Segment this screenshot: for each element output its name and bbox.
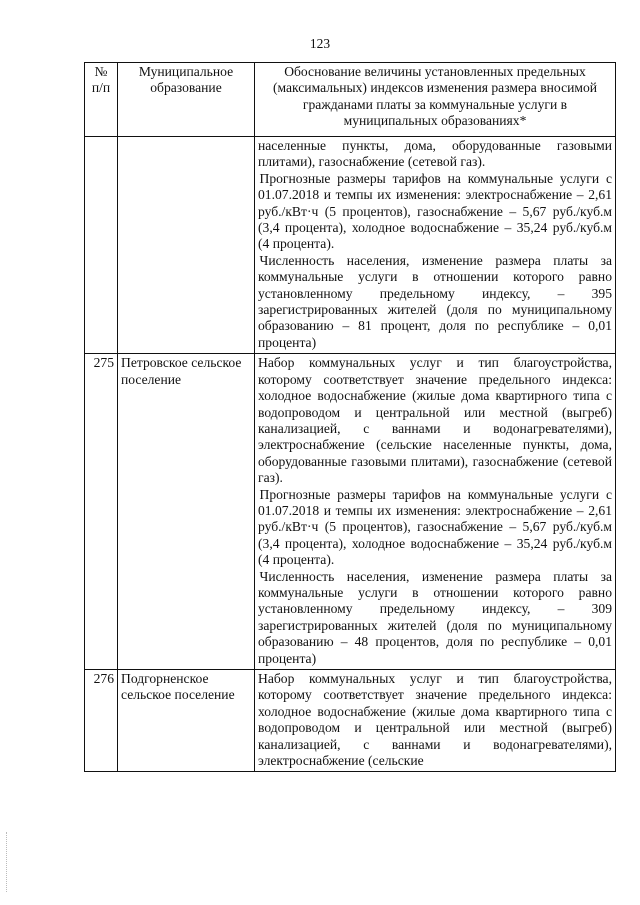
row-municipality: Подгорненское сельское поселение	[118, 670, 255, 772]
table-row	[85, 354, 616, 670]
row-municipality-empty	[118, 137, 255, 354]
page-bottom-margin	[0, 832, 640, 905]
justification-paragraph: Прогнозные размеры тарифов на коммунальные услуги с 01.07.2018 и темпы их изменения: электроснабжение – 2,61 руб./кВт·ч (5 процентов), газоснабжение – 5,67 руб./куб.м (3,4 процента), холодное водоснабжение – 35,24 руб./куб.м (4 процента).	[258, 486, 612, 568]
row-justification	[255, 670, 616, 772]
justification-paragraph: Численность населения, изменение размера платы за коммунальные услуги в отношении которого равно установленному предельному индексу, – 395 зарегистрированных жителей (доля по муниципальному образованию – 81 процент, доля по республике – 0,01 процента)	[258, 252, 612, 350]
row-municipality: Петровское сельское поселение	[118, 354, 255, 670]
justification-paragraph: населенные пункты, дома, оборудованные газовыми плитами), газоснабжение (сетевой газ).	[258, 138, 612, 170]
header-municipality: Муниципальное образование	[118, 63, 255, 137]
header-justification: Обоснование величины установленных предельных (максимальных) индексов изменения размера вносимой гражданами платы за коммунальные услуги в муниципальных образованиях*	[255, 63, 616, 137]
header-number: № п/п	[85, 63, 118, 137]
page-number: 123	[309, 36, 331, 51]
tariff-table	[84, 62, 616, 772]
justification-paragraph: Прогнозные размеры тарифов на коммунальные услуги с 01.07.2018 и темпы их изменения: электроснабжение – 2,61 руб./кВт·ч (5 процентов), газоснабжение – 5,67 руб./куб.м (3,4 процента), холодное водоснабжение – 35,24 руб./куб.м (4 процента).	[258, 170, 612, 252]
row-number: 276	[85, 670, 118, 772]
justification-paragraph: Набор коммунальных услуг и тип благоустройства, которому соответствует значение предельного индекса: холодное водоснабжение (жилые дома квартирного типа с водопроводом и центральной или местной (выгреб) канализацией, с ваннами и водонагревателями), электроснабжение (сельские населенные пункты, дома, оборудованные газовыми плитами), газоснабжение (сетевой газ).	[258, 355, 612, 486]
table-header-row	[85, 63, 616, 137]
row-number-empty	[85, 137, 118, 354]
justification-paragraph: Численность населения, изменение размера платы за коммунальные услуги в отношении которого равно установленному предельному индексу, – 309 зарегистрированных жителей (доля по муниципальному образованию – 48 процентов, доля по республике – 0,01 процента)	[258, 568, 612, 666]
scan-margin-artifact	[6, 832, 9, 892]
row-justification	[255, 137, 616, 354]
table-row-continuation	[85, 137, 616, 354]
table-row	[85, 670, 616, 772]
justification-paragraph: Набор коммунальных услуг и тип благоустройства, которому соответствует значение предельного индекса: холодное водоснабжение (жилые дома квартирного типа с водопроводом и центральной или местной (выгреб) канализацией, с ваннами и водонагревателями), электроснабжение (сельские	[258, 671, 612, 769]
row-number: 275	[85, 354, 118, 670]
row-justification	[255, 354, 616, 670]
